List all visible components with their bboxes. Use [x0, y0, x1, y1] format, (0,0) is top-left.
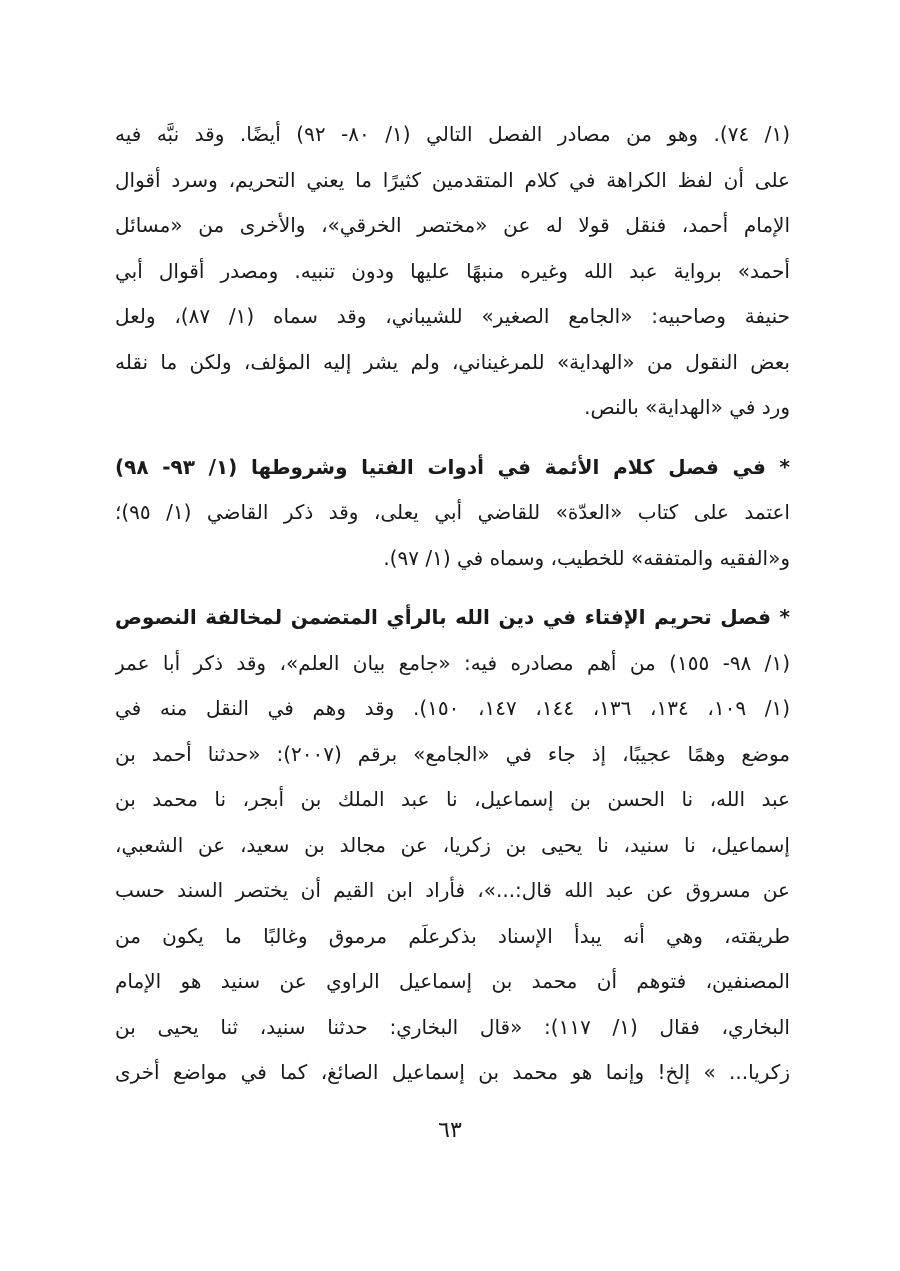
text-line: البخاري، فقال (١/ ١١٧): «قال البخاري: حدثنا سنيد، ثنا يحيى بن — [115, 1014, 790, 1039]
paragraph-sources-karahah — [115, 112, 790, 431]
text-line: أحمد» برواية عبد الله وغيره منبهًا عليها ودون تنبيه. ومصدر أقوال أبي — [115, 258, 790, 283]
text-line: (١/ ٩٨- ١٥٥) من أهم مصادره فيه: «جامع بيان العلم»، وقد ذكر أبا عمر — [115, 650, 790, 675]
text-line: المصنفين، فتوهم أن محمد بن إسماعيل الراوي عن سنيد هو الإمام — [115, 969, 790, 993]
text-line: عبد الله، نا الحسن بن إسماعيل، نا عبد الملك بن أبجر، نا محمد بن — [115, 787, 790, 811]
text-line: اعتمد على كتاب «العدّة» للقاضي أبي يعلى، وقد ذكر القاضي (١/ ٩٥)؛ — [115, 500, 790, 524]
page-body — [115, 112, 790, 1110]
text-line: الإمام أحمد، فنقل قولا له عن «مختصر الخرقي»، والأخرى من «مسائل — [115, 213, 790, 237]
text-line: حنيفة وصاحبيه: «الجامع الصغير» للشيباني، وقد سماه (١/ ٨٧)، ولعل — [115, 304, 790, 328]
section-heading: * فصل تحريم الإفتاء في دين الله بالرأي المتضمن لمخالفة النصوص — [115, 605, 790, 629]
text-line: زكريا... » إلخ! وإنما هو محمد بن إسماعيل الصائغ، كما في مواضع أخرى — [115, 1060, 790, 1084]
paragraph-fatwa-tools — [115, 445, 790, 582]
text-line: طريقته، وهي أنه يبدأ الإسناد بذكرعلَم مرموق وغالبًا ما يكون من — [115, 923, 790, 948]
text-line: عن مسروق عن عبد الله قال:...»، فأراد ابن القيم أن يختصر السند حسب — [115, 878, 790, 902]
text-line: موضع وهمًا عجيبًا، إذ جاء في «الجامع» برقم (٢٠٠٧): «حدثنا أحمد بن — [115, 741, 790, 766]
section-heading: * في فصل كلام الأئمة في أدوات الفتيا وشروطها (١/ ٩٣- ٩٨) — [115, 454, 790, 479]
text-line: (١/ ٧٤). وهو من مصادر الفصل التالي (١/ ٨٠- ٩٢) أيضًا. وقد نبَّه فيه — [115, 122, 790, 146]
text-line: و«الفقيه والمتفقه» للخطيب، وسماه في (١/ ٩٧). — [383, 545, 790, 570]
text-line: بعض النقول من «الهداية» للمرغيناني، ولم يشر إليه المؤلف، ولكن ما نقله — [115, 349, 790, 374]
text-line: إسماعيل، نا سنيد، نا يحيى بن زكريا، عن مجالد بن سعيد، عن الشعبي، — [115, 832, 790, 857]
text-line: على أن لفظ الكراهة في كلام المتقدمين كثيرًا ما يعني التحريم، وسرد أقوال — [115, 167, 790, 192]
paragraph-fatwa-prohibition — [115, 595, 790, 1096]
text-line: (١/ ١٠٩، ١٣٤، ١٣٦، ١٤٤، ١٤٧، ١٥٠). وقد وهم في النقل منه في — [115, 696, 790, 720]
text-line: ورد في «الهداية» بالنص. — [584, 395, 790, 419]
page-number: ٦٣ — [438, 1118, 462, 1143]
